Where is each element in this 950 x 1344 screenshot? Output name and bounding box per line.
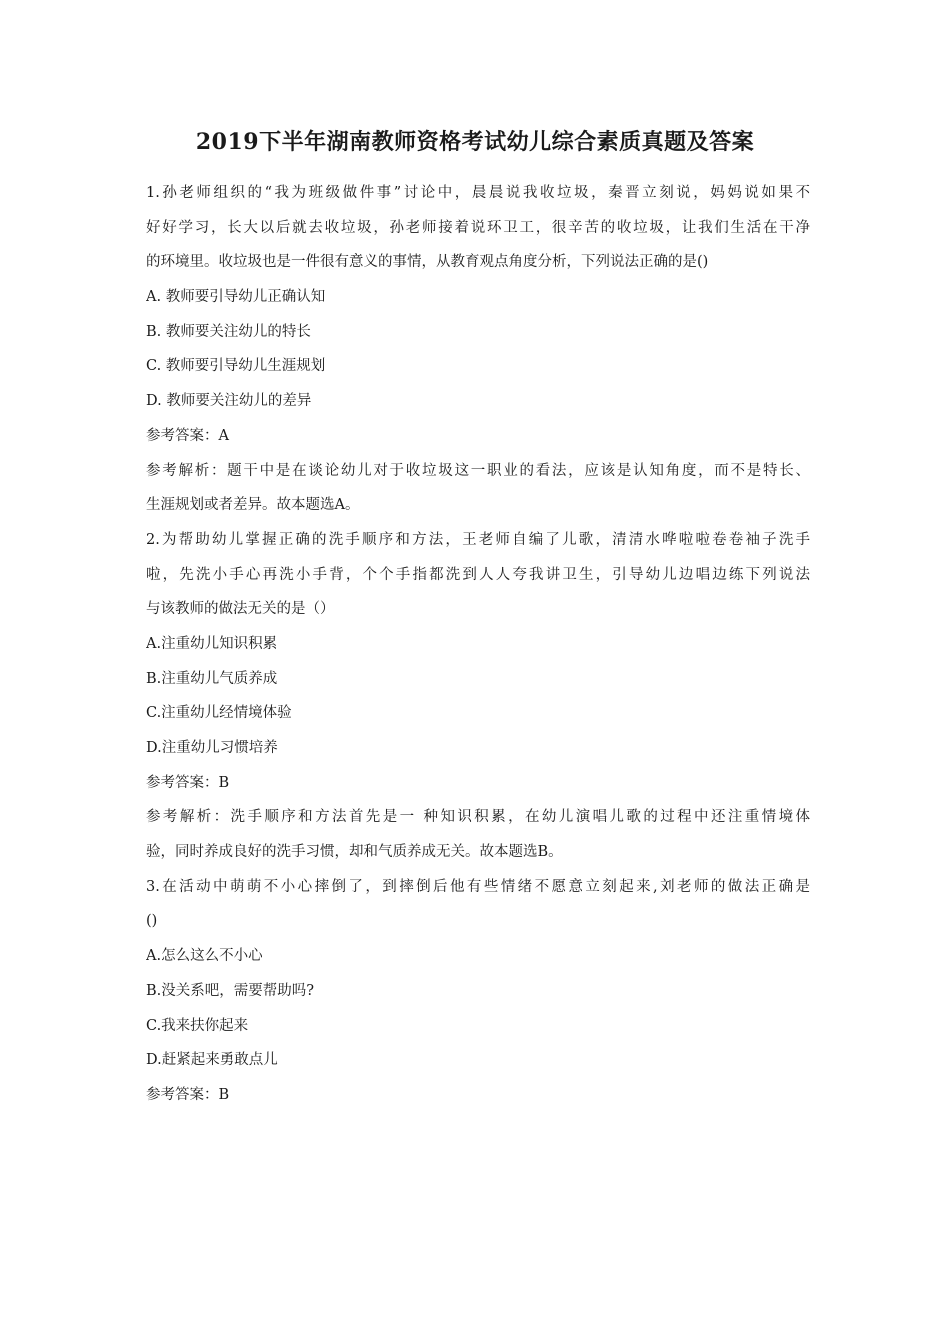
question-1-option-d: D. 教师要关注幼儿的差异 <box>146 393 312 410</box>
question-3-option-d: D.赶紧起来勇敢点儿 <box>146 1052 278 1069</box>
question-3-option-b: B.没关系吧，需要帮助吗? <box>146 982 315 999</box>
question-3-option-a: A.怎么这么不小心 <box>146 948 263 965</box>
question-2-option-a: A.注重幼儿知识积累 <box>146 635 278 652</box>
question-2-stem-line-2: 啦，先洗小手心再洗小手背，个个手指都洗到人人夸我讲卫生，引导幼儿边唱边练下列说法 <box>146 566 810 583</box>
question-2-stem-line-3: 与该教师的做法无关的是（） <box>146 601 335 618</box>
question-1-stem-line-2: 好好学习，长大以后就去收垃圾，孙老师接着说环卫工，很辛苦的收垃圾，让我们生活在干净 <box>146 219 810 236</box>
question-1-option-b: B. 教师要关注幼儿的特长 <box>146 323 311 340</box>
question-2-stem-line-1: 2.为帮助幼儿掌握正确的洗手顺序和方法，王老师自编了儿歌，清清水哗啦啦卷卷袖子洗手 <box>146 531 810 548</box>
question-1-analysis-line-2: 生涯规划或者差异。故本题选A。 <box>146 497 360 514</box>
page-title: 2019下半年湖南教师资格考试幼儿综合素质真题及答案 <box>195 129 755 155</box>
question-2-option-c: C.注重幼儿经情境体验 <box>146 705 292 722</box>
question-1-option-a: A. 教师要引导幼儿正确认知 <box>146 289 326 306</box>
document-body <box>146 176 810 1113</box>
question-2-option-d: D.注重幼儿习惯培养 <box>146 740 278 756</box>
question-3-option-c: C.我来扶你起来 <box>146 1017 249 1034</box>
question-1-answer: 参考答案：A <box>146 427 229 444</box>
question-1-option-c: C. 教师要引导幼儿生涯规划 <box>146 358 326 375</box>
question-2-answer: 参考答案：B <box>146 774 230 791</box>
question-2-analysis-line-1: 参考解析：洗手顺序和方法首先是一 种知识积累，在幼儿演唱儿歌的过程中还注重情境体 <box>146 809 810 826</box>
question-3-stem-line-2: () <box>146 913 158 930</box>
question-3-stem-line-1: 3.在活动中萌萌不小心摔倒了，到摔倒后他有些情绪不愿意立刻起来,刘老师的做法正确是 <box>146 878 810 895</box>
question-2-option-b: B.注重幼儿气质养成 <box>146 670 278 687</box>
question-1-analysis-line-1: 参考解析：题干中是在谈论幼儿对于收垃圾这一职业的看法，应该是认知角度，而不是特长、 <box>146 462 810 479</box>
question-1-stem-line-1: 1.孙老师组织的“我为班级做件事”讨论中，晨晨说我收垃圾，秦晋立刻说，妈妈说如果不 <box>146 185 810 201</box>
question-1-stem-line-3: 的环境里。收垃圾也是一件很有意义的事情，从教育观点角度分析，下列说法正确的是() <box>146 254 709 271</box>
question-3-answer: 参考答案：B <box>146 1086 230 1103</box>
question-2-analysis-line-2: 验，同时养成良好的洗手习惯，却和气质养成无关。故本题选B。 <box>146 844 563 861</box>
